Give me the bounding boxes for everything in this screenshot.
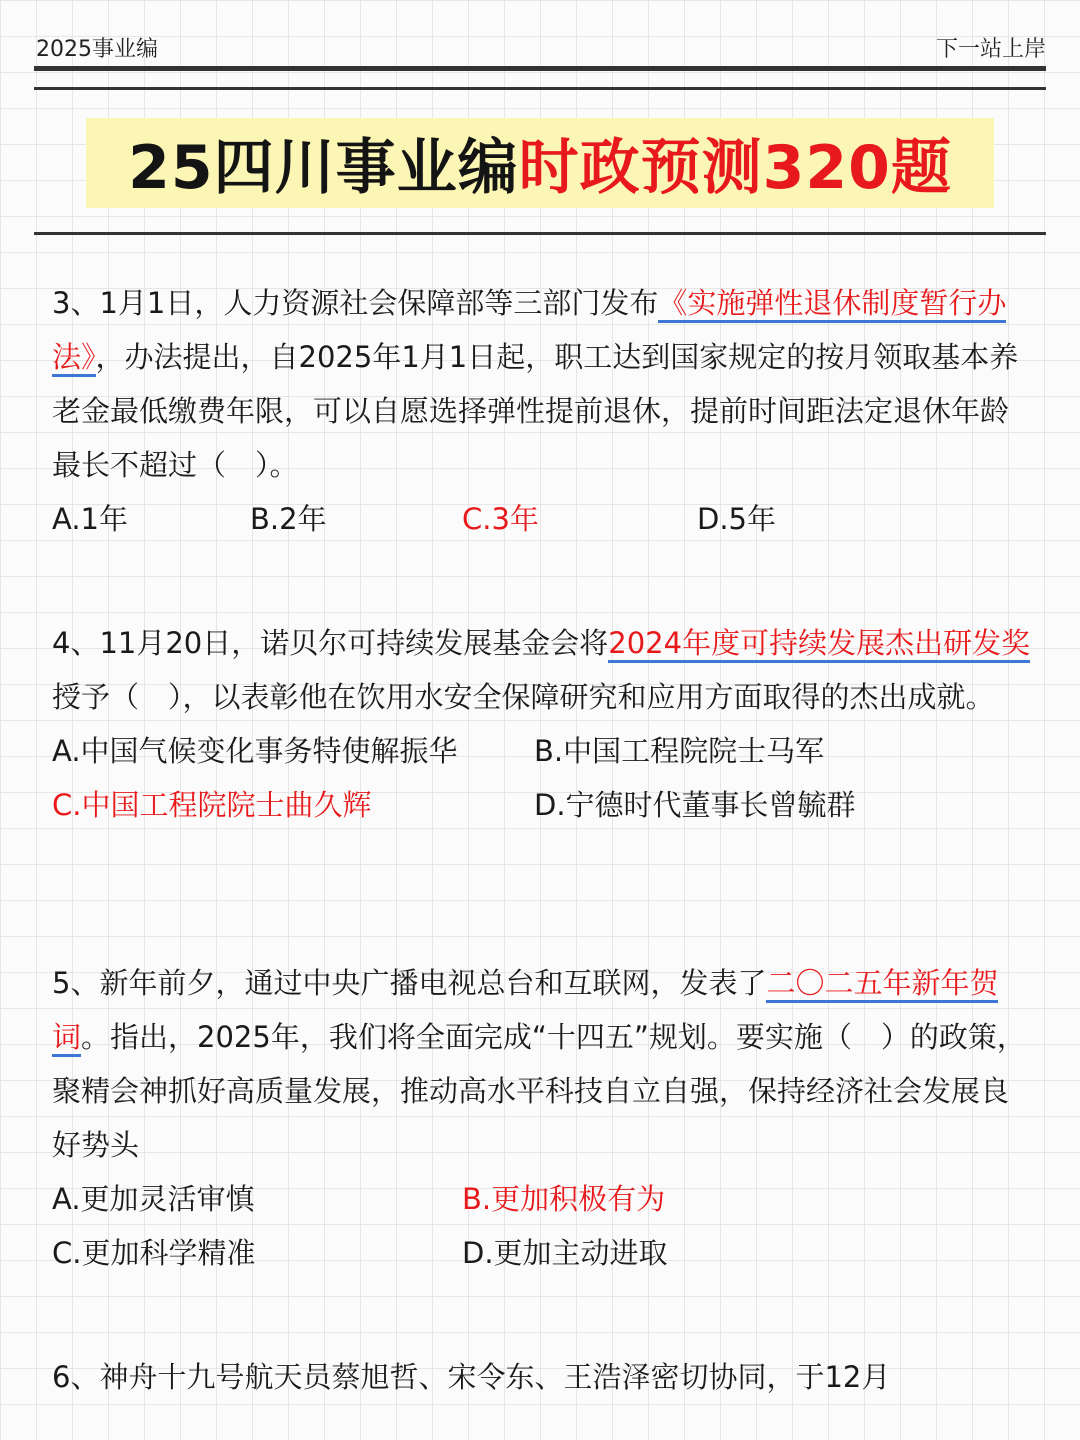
question-3-option-b: B.2年 xyxy=(250,502,327,536)
question-4-option-b: B.中国工程院院士马军 xyxy=(534,734,825,768)
title-red-part: 时政预测320题 xyxy=(518,133,952,203)
page-title xyxy=(86,118,994,208)
top-rule-thin xyxy=(34,87,1046,90)
question-4 xyxy=(52,616,1032,832)
question-3-stem xyxy=(52,276,1032,492)
question-5-option-a: A.更加灵活审慎 xyxy=(52,1182,255,1216)
question-5 xyxy=(52,956,1032,1280)
question-3-highlight: 《实施弹性退休制度暂行办法》 xyxy=(52,286,1006,377)
question-6-stem: 6、神舟十九号航天员蔡旭哲、宋令东、王浩泽密切协同，于12月 xyxy=(52,1360,891,1394)
question-4-stem xyxy=(52,616,1032,724)
header-right: 下一站上岸 xyxy=(935,37,1046,62)
question-3-option-c-answer: C.3年 xyxy=(462,502,539,536)
question-5-stem-pre: 5、新年前夕，通过中央广播电视总台和互联网，发表了 xyxy=(52,966,767,1000)
question-5-highlight: 二〇二五年新年贺词 xyxy=(52,966,998,1057)
question-5-option-d: D.更加主动进取 xyxy=(462,1236,668,1270)
question-3-option-d: D.5年 xyxy=(697,502,776,536)
question-4-stem-pre: 4、11月20日，诺贝尔可持续发展基金会将 xyxy=(52,626,609,660)
question-3 xyxy=(52,276,1032,546)
question-3-stem-pre: 3、1月1日，人力资源社会保障部等三部门发布 xyxy=(52,286,659,320)
question-4-option-c-answer: C.中国工程院院士曲久辉 xyxy=(52,788,372,822)
question-5-stem-post: 。指出，2025年，我们将全面完成“十四五”规划。要实施（ ）的政策，聚精会神抓好高质量发展，推动高水平科技自立自强，保持经济社会发展良好势头 xyxy=(52,1020,1026,1162)
question-5-option-b-answer: B.更加积极有为 xyxy=(462,1182,666,1216)
question-3-stem-post: ，办法提出，自2025年1月1日起，职工达到国家规定的按月领取基本养老金最低缴费年限，可以自愿选择弹性提前退休，提前时间距法定退休年龄最长不超过（ ）。 xyxy=(52,340,1019,482)
question-3-option-a: A.1年 xyxy=(52,502,128,536)
question-4-stem-post: 授予（ ），以表彰他在饮用水安全保障研究和应用方面取得的杰出成就。 xyxy=(52,680,995,714)
question-4-highlight: 2024年度可持续发展杰出研发奖 xyxy=(608,626,1030,663)
question-4-option-d: D.宁德时代董事长曾毓群 xyxy=(534,788,856,822)
header-left: 2025事业编 xyxy=(36,37,158,62)
top-rule-thick xyxy=(34,66,1046,71)
question-3-options xyxy=(52,492,1032,546)
question-5-options-row2 xyxy=(52,1226,1032,1280)
question-5-options-row1 xyxy=(52,1172,1032,1226)
question-4-option-a: A.中国气候变化事务特使解振华 xyxy=(52,734,458,768)
question-4-options-row1 xyxy=(52,724,1032,778)
question-4-options-row2 xyxy=(52,778,1032,832)
question-6 xyxy=(52,1350,1032,1404)
title-black-part: 25四川事业编 xyxy=(128,133,519,203)
title-rule xyxy=(34,232,1046,235)
question-5-option-c: C.更加科学精准 xyxy=(52,1236,256,1270)
question-5-stem xyxy=(52,956,1032,1172)
